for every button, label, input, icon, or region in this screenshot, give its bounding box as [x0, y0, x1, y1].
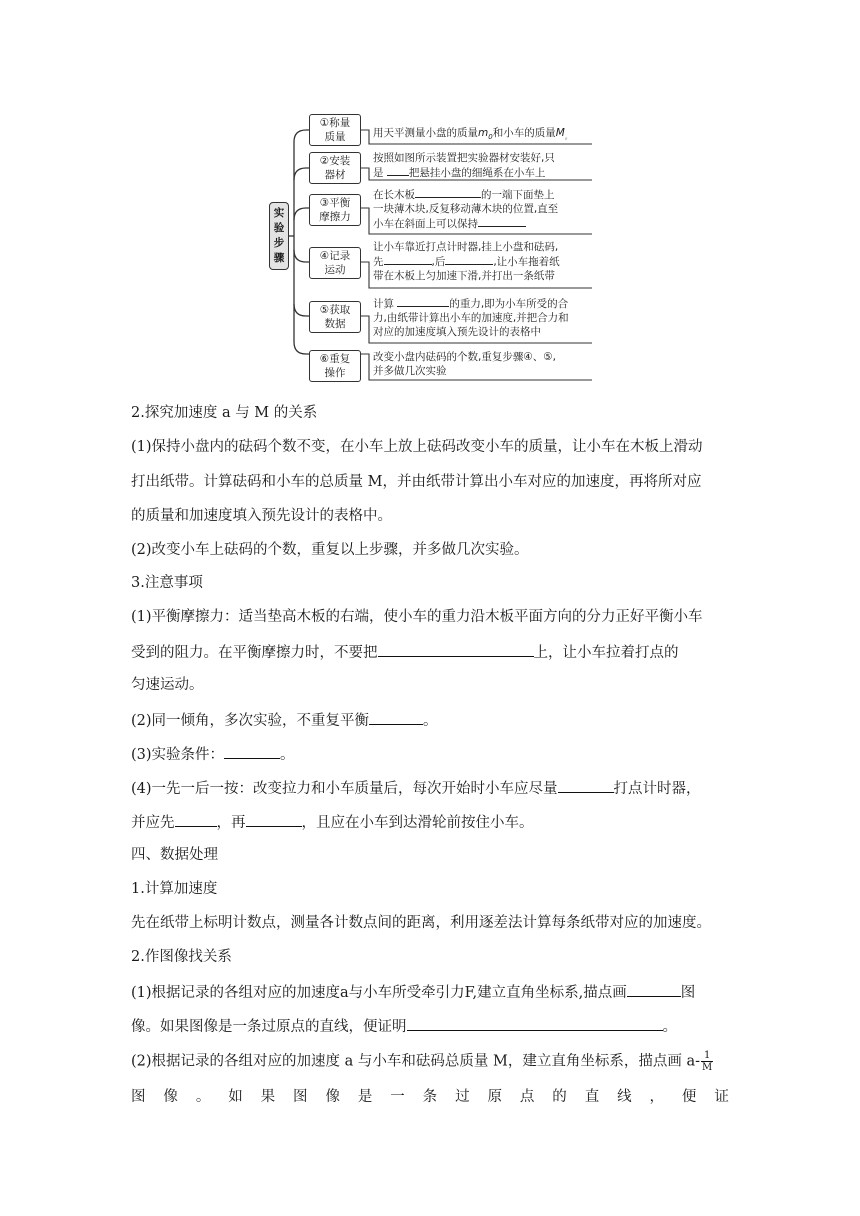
graph-2-line-2-char: 原	[487, 1089, 502, 1105]
graph-2-line-2-char: 证	[714, 1089, 729, 1105]
graph-2-line-2-char: 的	[552, 1089, 567, 1105]
graph-2-line-1: (2)根据记录的各组对应的加速度 a 与小车和砝码总质量 M，建立直角坐标系，描点画 a- $\frac{1}{M}$	[131, 1050, 713, 1073]
graph-1-blank-1[interactable]	[627, 981, 681, 997]
note-1-line-2: 受到的阻力。在平衡摩擦力时，不要把 上，让小车拉着打点的	[131, 641, 679, 663]
note-4-blank-1[interactable]	[558, 777, 614, 793]
note-2: (2)同一倾角，多次实验，不重复平衡 。	[131, 709, 438, 731]
graph-2-line-2-char: 像	[163, 1089, 178, 1105]
heading-graph-relation: 2.作图像找关系	[131, 949, 232, 965]
graph-2-line-2-char: 点	[519, 1089, 535, 1105]
experiment-steps-diagram	[266, 110, 596, 386]
note-1-blank[interactable]	[378, 641, 534, 657]
note-3-blank[interactable]	[224, 743, 280, 759]
note-4-line-1: (4)一先一后一按：改变拉力和小车质量后，每次开始时小车应尽量 打点计时器，	[131, 777, 701, 799]
graph-1-line-2: 像。如果图像是一条过原点的直线，便证明 。	[131, 1015, 677, 1037]
step-get-data: ⑤获取 数据	[309, 301, 361, 333]
graph-2-line-2-char: 线	[617, 1089, 632, 1105]
note-1-line-3: 匀速运动。	[131, 677, 204, 693]
graph-1-line-1: (1)根据记录的各组对应的加速度a与小车所受牵引力F,建立直角坐标系,描点画 图	[131, 981, 695, 1003]
note-4-line-2: 并应先 ，再 ，且应在小车到达滑轮前按住小车。	[131, 811, 534, 833]
graph-2-line-2-char: 是	[357, 1089, 373, 1105]
relation-para-1-line-3: 的质量和加速度填入预先设计的表格中。	[131, 508, 392, 524]
graph-2-line-2-char: 条	[422, 1089, 438, 1105]
heading-calc-acceleration: 1.计算加速度	[131, 881, 218, 897]
heading-data-processing: 四、数据处理	[131, 847, 218, 863]
fraction-1-over-M: $\frac{1}{M}$	[702, 1050, 713, 1073]
step-balance-friction: ③平衡 摩擦力	[309, 194, 361, 226]
note-4-blank-2[interactable]	[175, 811, 217, 827]
heading-notes: 3.注意事项	[131, 575, 203, 591]
graph-2-line-2-char: 直	[584, 1089, 600, 1105]
step-install-equipment-desc: 按照如图所示装置把实验器材安装好,只 是 把悬挂小盘的细绳系在小车上	[373, 152, 555, 180]
graph-2-line-2-char: 图	[131, 1089, 146, 1105]
relation-para-1-line-1: (1)保持小盘内的砝码个数不变，在小车上放上砝码改变小车的质量，让小车在木板上滑动	[131, 439, 703, 455]
note-3: (3)实验条件： 。	[131, 743, 295, 765]
graph-2-line-2-char: 过	[455, 1089, 470, 1105]
graph-2-line-2-char: 便	[681, 1089, 697, 1105]
note-2-blank[interactable]	[369, 709, 423, 725]
step-record-motion: ④记录 运动	[309, 247, 361, 279]
step-balance-friction-desc: 在长木板 的一端下面垫上 一块薄木块,反复移动薄木块的位置,直至 小车在斜面上可以保持	[373, 189, 559, 231]
graph-2-line-2-char: 如	[228, 1089, 243, 1105]
graph-2-line-2-char: 一	[390, 1089, 405, 1105]
note-1-line-1: (1)平衡摩擦力：适当垫高木板的右端，使小车的重力沿木板平面方向的分力正好平衡小车	[131, 609, 703, 625]
graph-2-line-2-char: 果	[260, 1089, 276, 1105]
relation-para-2: (2)改变小车上砝码的个数，重复以上步骤，并多做几次实验。	[131, 542, 529, 558]
step-repeat: ⑥重复 操作	[309, 350, 361, 382]
step-weigh-mass-desc: 用天平测量小盘的质量$m_0$和小车的质量$M_。$	[373, 127, 572, 142]
step-get-data-desc: 计算 的重力,即为小车所受的合 力,由纸带计算出小车的加速度,并把合力和 对应的加速度填入预先设计的表格中	[373, 298, 569, 339]
graph-1-blank-2[interactable]	[407, 1015, 663, 1031]
step-record-motion-desc: 让小车靠近打点计时器,挂上小盘和砝码, 先 ,后 ,让小车拖着纸 带在木板上匀加速下滑,并打出一条纸带	[373, 241, 560, 283]
step-weigh-mass: ①称量 质量	[309, 114, 361, 146]
graph-2-line-2-char: 图	[293, 1089, 308, 1105]
relation-para-1-line-2: 打出纸带。计算砝码和小车的总质量 M，并由纸带计算出小车对应的加速度，再将所对应	[131, 474, 702, 490]
graph-2-line-2-char: 。	[195, 1089, 211, 1105]
heading-relation-a-M: 2.探究加速度 a 与 M 的关系	[131, 405, 318, 421]
note-4-blank-3[interactable]	[246, 811, 302, 827]
steps-root-label: 实 验 步 骤	[269, 202, 289, 270]
step-install-equipment: ②安装 器材	[309, 152, 361, 184]
calc-acceleration-text: 先在纸带上标明计数点，测量各计数点间的距离，利用逐差法计算每条纸带对应的加速度。	[131, 915, 711, 931]
step-repeat-desc: 改变小盘内砝码的个数,重复步骤④、⑤, 并多做几次实验	[373, 351, 557, 378]
graph-2-line-2-char: 像	[325, 1089, 340, 1105]
graph-2-line-2-char: ，	[649, 1089, 664, 1105]
graph-2-line-2	[131, 1087, 729, 1107]
